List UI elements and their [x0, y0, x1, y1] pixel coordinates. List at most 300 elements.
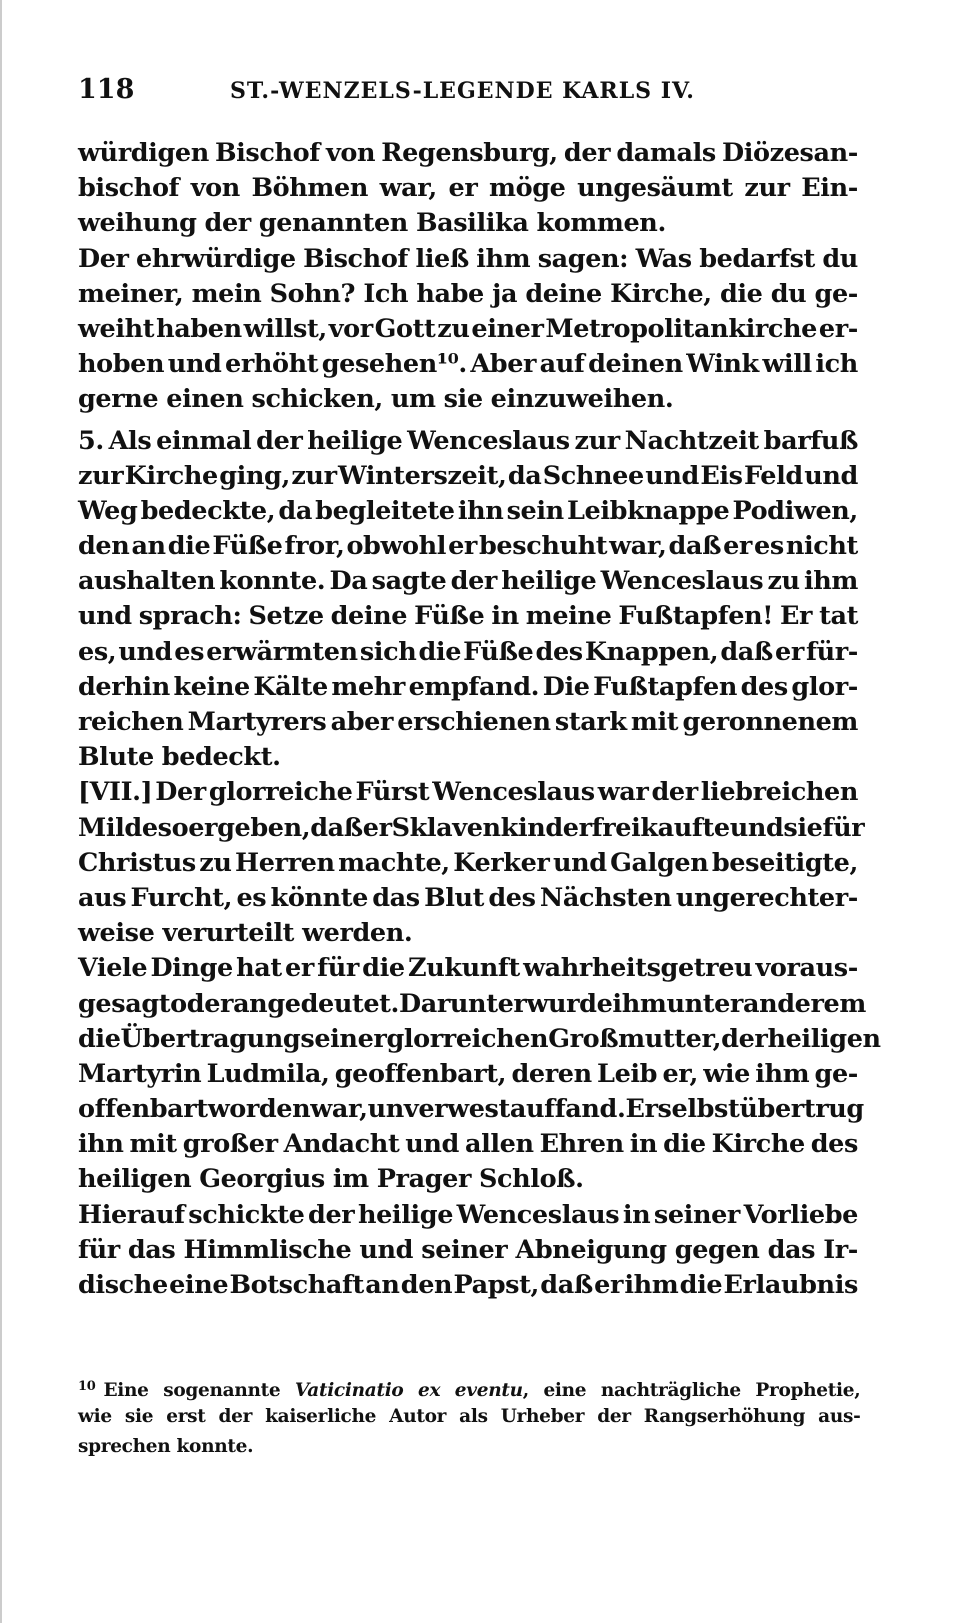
word: Er [625, 1094, 658, 1125]
footnote-text: sprechen konnte. [78, 1436, 254, 1457]
word: das [372, 882, 420, 913]
word: Papst, [453, 1270, 539, 1300]
word: hoben [78, 349, 165, 380]
text-line [78, 1057, 858, 1092]
word: Er [780, 601, 813, 632]
paragraph [78, 951, 881, 1197]
word: Was [635, 243, 692, 274]
word: Fußtapfen [593, 671, 737, 702]
word: er- [818, 313, 858, 344]
word: kommen. [536, 208, 666, 239]
word: ihm [476, 243, 531, 274]
word: mit [129, 1129, 177, 1160]
word: auffand. [509, 1094, 626, 1125]
word: und [645, 460, 699, 491]
word: will [762, 349, 812, 380]
text-line [78, 916, 858, 951]
word: und [552, 847, 607, 878]
word: einmal [156, 425, 252, 456]
word: zur [574, 425, 620, 456]
word: würdigen [78, 138, 209, 168]
word: verurteilt [162, 918, 295, 949]
word: seiner [421, 1234, 508, 1265]
word: er [775, 636, 804, 667]
word: und [167, 349, 222, 380]
word: Kirche, [610, 278, 712, 309]
word: Ir- [823, 1234, 858, 1265]
word: die [418, 636, 462, 667]
paragraph [78, 775, 865, 951]
word: weihung [78, 208, 197, 239]
page-edge-rule [0, 0, 2, 1623]
word: bedeckte, [140, 495, 276, 526]
footnote-line-text [78, 1432, 253, 1462]
word: wurde [526, 988, 613, 1019]
word: stark [554, 707, 627, 737]
text-line [78, 846, 858, 881]
running-title: ST.-WENZELS-LEGENDE KARLS IV. [230, 78, 695, 104]
text-line [78, 670, 858, 705]
word: Großmutter, [548, 1023, 722, 1054]
word: seiner [653, 1199, 740, 1230]
word: barfuß [763, 425, 858, 456]
word: angedeutet. [233, 988, 400, 1019]
text-line [78, 277, 858, 312]
word: an [365, 1270, 400, 1300]
footnote-line-text [78, 1372, 860, 1402]
footnote-line-text [78, 1402, 860, 1432]
word: der [721, 1023, 768, 1054]
paragraph [78, 1198, 858, 1304]
word: von [190, 173, 240, 204]
paragraph [78, 242, 858, 418]
word: Übertragung [120, 1023, 301, 1054]
word: Der [155, 777, 206, 808]
word: selbst [657, 1094, 740, 1125]
page-number: 118 [78, 74, 135, 105]
word: bischof [78, 173, 180, 204]
word: freikaufte [591, 812, 730, 843]
word: zur [291, 460, 337, 491]
word: worden [207, 1094, 311, 1125]
word: Fußtapfen! [618, 601, 774, 632]
word: unverwest [367, 1094, 510, 1125]
word: meine [525, 601, 612, 632]
text-line [78, 1127, 858, 1162]
word: schicken, [251, 384, 383, 415]
word: ja [492, 278, 518, 309]
word: übertrug [739, 1094, 864, 1125]
word: Eis [700, 460, 743, 491]
word: beschuht [479, 531, 608, 562]
word: es [236, 882, 267, 913]
word: Wenceslaus [600, 566, 764, 597]
text-line [78, 136, 858, 171]
word: ihn [78, 1129, 124, 1160]
word: die [719, 278, 763, 309]
word: Als [108, 425, 152, 456]
word: hat [236, 953, 282, 984]
text-line [78, 1198, 858, 1233]
word: der [256, 425, 303, 456]
text-line [78, 775, 858, 810]
word: er [362, 812, 392, 843]
word: Andacht [283, 1129, 400, 1160]
word: ungerechter- [675, 882, 858, 913]
word: Setze [248, 601, 324, 632]
word: haben [156, 313, 242, 344]
word: die [78, 1023, 121, 1054]
word: Nächsten [539, 882, 672, 913]
word: für [317, 953, 359, 984]
word: Bischof [214, 138, 320, 168]
word: des [488, 882, 536, 913]
paragraph [78, 424, 858, 776]
word: für [822, 812, 865, 843]
word: ich [815, 349, 858, 380]
word: des [810, 1129, 858, 1160]
text-line [78, 635, 858, 670]
word: deinen [588, 349, 683, 380]
word: es, [78, 636, 117, 667]
word: Sohn? [269, 278, 356, 309]
word: machte, [338, 847, 450, 878]
word: heiligen [767, 1023, 881, 1054]
word: zur [744, 173, 790, 204]
word: Diözesan- [722, 138, 858, 168]
word: Erlaubnis [723, 1270, 858, 1300]
word: glorreiche [208, 777, 353, 808]
word: Blute [78, 742, 154, 773]
text-line [78, 171, 858, 206]
word: schickte [188, 1199, 305, 1230]
word: heilige [501, 566, 597, 597]
text-line [78, 459, 858, 494]
word: begleitete [315, 495, 455, 526]
word: Ein- [801, 173, 858, 204]
word: glor- [791, 671, 858, 702]
word: könnte [270, 882, 368, 913]
word: Kirche [711, 1129, 805, 1160]
word: er, [662, 1058, 698, 1089]
word: Abneigung [515, 1234, 667, 1265]
word: daß [540, 1270, 593, 1300]
word: Himmlische [183, 1234, 352, 1265]
word: Georgius [199, 1164, 325, 1195]
word: zu [767, 566, 800, 597]
word: weiht [78, 313, 155, 344]
word: Leibknappe [567, 495, 730, 526]
word: Podiwen, [732, 495, 858, 526]
word: genannten [258, 208, 408, 239]
word: anderem [742, 988, 866, 1019]
word: Gott [374, 313, 436, 344]
word: Kerker [453, 847, 550, 878]
word: der [308, 1199, 355, 1230]
word: mein [191, 278, 262, 309]
word: Fürst [355, 777, 430, 808]
word: Aber [470, 349, 537, 380]
word: unter [666, 988, 743, 1019]
word: sagen: [537, 243, 629, 274]
word: sie [443, 384, 483, 415]
word: der [204, 208, 251, 239]
word: willst, [243, 313, 327, 344]
footnote-line [78, 1432, 860, 1462]
word: Vorliebe [743, 1199, 858, 1230]
text-line [78, 599, 858, 634]
text-line [78, 705, 858, 740]
word: da [507, 460, 542, 491]
word: und [78, 601, 132, 632]
word: tat [819, 601, 858, 632]
word: die [679, 1270, 723, 1300]
page-header [78, 74, 878, 114]
word: daß [720, 636, 773, 667]
word: dische [78, 1270, 168, 1300]
word: war, [379, 173, 437, 204]
text-line [78, 881, 858, 916]
word: ge- [814, 278, 858, 309]
text-line [78, 1022, 881, 1057]
footnote-marker: 10 [78, 1379, 96, 1394]
word: Milde [78, 812, 158, 843]
word: den [78, 531, 130, 562]
word: Metropolitankirche [545, 313, 817, 344]
word: Viele [78, 953, 148, 984]
word: an [131, 531, 166, 562]
word: der [450, 566, 497, 597]
word: Herren [235, 847, 335, 878]
word: gesehen¹⁰. [321, 349, 467, 380]
word: aus [78, 882, 127, 913]
word: für- [806, 636, 858, 667]
text-line [78, 206, 858, 241]
word: Leib [597, 1058, 658, 1089]
word: daß [668, 531, 722, 562]
word: zu [437, 313, 470, 344]
word: ihm [612, 988, 667, 1019]
word: und [118, 636, 173, 667]
text-line [78, 312, 858, 347]
word: derhin [78, 671, 170, 702]
word: nicht [785, 531, 858, 562]
word: sich [359, 636, 417, 667]
footnote-text: wie sie erst der kaiserliche Autor als Urheber der Rangserhöhung aus- [78, 1406, 861, 1427]
word: werden. [302, 918, 413, 949]
word: keine [173, 671, 250, 702]
word: Nachtzeit [624, 425, 759, 456]
word: obwohl [346, 531, 447, 562]
word: [VII.] [78, 777, 153, 808]
word: und [359, 1234, 414, 1265]
word: allen [464, 1129, 534, 1160]
word: auf [539, 349, 585, 380]
word: offenbart [78, 1094, 208, 1125]
word: einen [166, 384, 244, 415]
word: ge- [814, 1058, 858, 1089]
word: er [285, 953, 314, 984]
word: einzuweihen. [490, 384, 674, 415]
word: das [767, 1234, 816, 1265]
word: erhöht [225, 349, 319, 380]
word: bedeckt. [161, 742, 281, 773]
word: wie [703, 1058, 750, 1089]
footnote-line [78, 1372, 860, 1402]
word: reichen [78, 707, 184, 737]
text-line [78, 987, 866, 1022]
word: Knappen, [584, 636, 719, 667]
footnotes [78, 1372, 860, 1462]
word: einer [471, 313, 544, 344]
text-line [78, 951, 858, 986]
word: 5. [78, 425, 104, 456]
word: Weg [78, 495, 138, 526]
word: du [822, 243, 858, 274]
word: daß [310, 812, 363, 843]
word: Blut [424, 882, 485, 913]
word: deine [330, 601, 408, 632]
word: habe [416, 278, 484, 309]
word: möge [489, 173, 566, 204]
word: Ich [363, 278, 409, 309]
word: Prager [376, 1164, 471, 1195]
word: vor [328, 313, 373, 344]
word: oder [170, 988, 234, 1019]
word: großer [182, 1129, 278, 1160]
word: ehrwürdige [136, 243, 296, 274]
word: Böhmen [251, 173, 368, 204]
word: mehr [331, 671, 405, 702]
word: Darunter [399, 988, 527, 1019]
word: für [78, 1234, 120, 1265]
word: meiner, [78, 278, 184, 309]
word: heilige [357, 1199, 454, 1230]
word: bedarfst [699, 243, 815, 274]
word: Kälte [253, 671, 328, 702]
word: und [804, 460, 858, 491]
text-line [78, 242, 858, 277]
word: der [563, 138, 611, 168]
word: sie [783, 812, 823, 843]
text-line [78, 529, 858, 564]
word: zu [199, 847, 232, 878]
word: und [729, 812, 784, 843]
text-line [78, 1092, 864, 1127]
text-line [78, 382, 858, 417]
word: Regensburg, [381, 138, 558, 168]
word: Wenceslaus [407, 425, 570, 456]
text-line [78, 1268, 858, 1303]
word: deren [511, 1058, 592, 1089]
word: da [278, 495, 312, 526]
word: beseitigte, [711, 847, 858, 878]
word: ließ [415, 243, 469, 274]
word: er [723, 531, 752, 562]
word: Bischof [303, 243, 408, 274]
word: geoffenbart, [334, 1058, 507, 1089]
word: Wink [686, 349, 759, 380]
body-text [78, 136, 881, 1303]
word: er [594, 1270, 623, 1300]
word: die [167, 531, 211, 562]
text-line [78, 424, 858, 459]
word: gegen [674, 1234, 760, 1265]
text-line [78, 564, 858, 599]
text-line [78, 740, 858, 775]
word: Schloß. [479, 1164, 584, 1195]
word: Christus [78, 847, 196, 878]
word: konnte. [219, 566, 326, 597]
word: zur [78, 460, 124, 491]
word: erwärmten [206, 636, 358, 667]
word: Galgen [610, 847, 709, 878]
word: fror, [284, 531, 345, 562]
word: Zukunft [407, 953, 520, 984]
word: die [362, 953, 405, 984]
word: Ehren [539, 1129, 624, 1160]
word: sagte [371, 566, 447, 597]
text-line [78, 1233, 858, 1268]
word: den [400, 1270, 453, 1300]
word: so [157, 812, 189, 843]
word: Basilika [415, 208, 529, 239]
word: aushalten [78, 566, 216, 597]
word: geronnenem [682, 707, 858, 737]
word: Botschaft [229, 1270, 364, 1300]
word: ging, [219, 460, 290, 491]
word: Wenceslaus [456, 1199, 620, 1230]
word: empfand. [408, 671, 540, 702]
word: Furcht, [130, 882, 233, 913]
word: eine [169, 1270, 229, 1300]
word: ungesäumt [577, 173, 733, 204]
text-line [78, 347, 858, 382]
word: des [535, 636, 583, 667]
word: ergeben, [188, 812, 311, 843]
footnote-text: , eine nachträgliche Prophetie, [522, 1380, 861, 1401]
word: im [332, 1164, 369, 1195]
word: Hierauf [78, 1199, 185, 1230]
word: war, [609, 531, 667, 562]
word: Dinge [150, 953, 233, 984]
word: Sklavenkinder [391, 812, 592, 843]
word: sprach: [138, 601, 242, 632]
word: in [629, 1129, 658, 1160]
word: war [597, 777, 649, 808]
word: voraus- [755, 953, 858, 984]
word: Füße [414, 601, 485, 632]
word: Kirche [124, 460, 218, 491]
word: Martyrers [187, 707, 327, 737]
word: war, [310, 1094, 368, 1125]
word: heilige [307, 425, 403, 456]
word: erschienen [397, 707, 551, 737]
word: von [325, 138, 376, 168]
word: es [754, 531, 784, 562]
word: ihn [457, 495, 504, 526]
word: Füße [463, 636, 534, 667]
word: es [174, 636, 205, 667]
word: ihm [624, 1270, 679, 1300]
word: er [448, 531, 477, 562]
word: Martyrin [78, 1058, 202, 1089]
word: du [770, 278, 807, 309]
word: Wenceslaus [432, 777, 595, 808]
word: Schnee [542, 460, 644, 491]
text-line [78, 494, 858, 529]
paragraph [78, 136, 858, 242]
